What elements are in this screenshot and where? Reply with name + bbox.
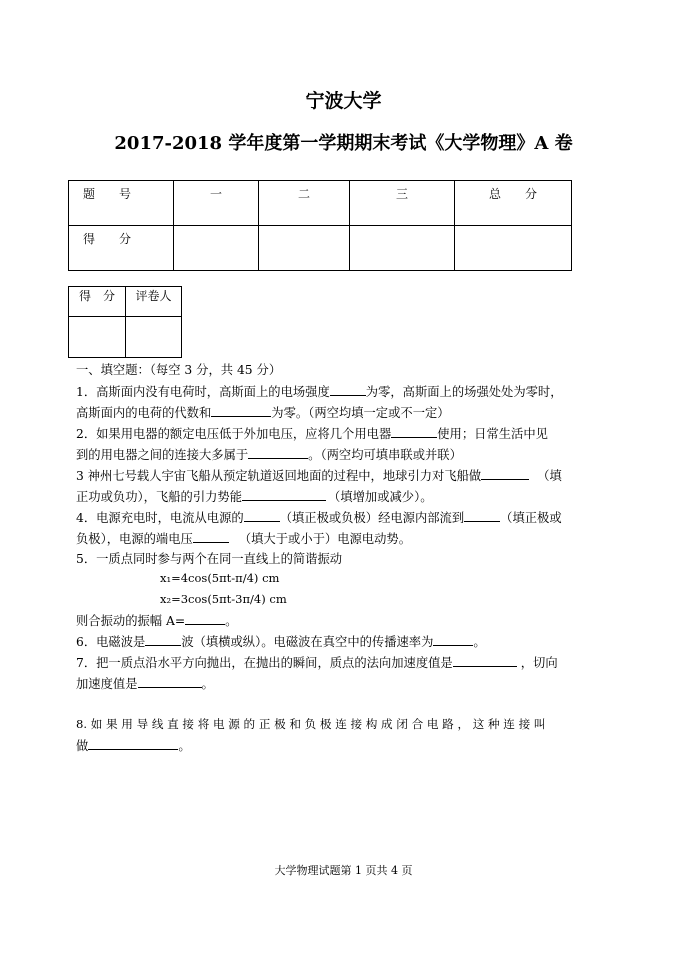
page-footer: 大学物理试题第 1 页共 4 页	[274, 864, 413, 877]
grader-table	[68, 286, 182, 358]
q1-blank-2[interactable]	[211, 404, 271, 417]
score-table-score-row	[69, 226, 572, 271]
q7-blank-2[interactable]	[138, 675, 202, 688]
question-1-line-2: 高斯面内的电荷的代数和 为零。（两空均填一定或不一定）	[76, 406, 450, 420]
score-table-score-label: 得 分	[69, 226, 174, 271]
score-cell-3[interactable]	[350, 226, 455, 271]
score-table-label: 题 号	[69, 181, 174, 226]
q5-blank[interactable]	[185, 612, 225, 625]
q3-blank-2[interactable]	[242, 488, 326, 501]
question-7-line-2: 加速度值是 。	[76, 677, 214, 691]
score-cell-2[interactable]	[259, 226, 350, 271]
formula-x2: x₂=3cos(5πt-3π/4) cm	[160, 592, 287, 606]
q2-blank-1[interactable]	[391, 425, 437, 438]
score-table	[68, 180, 572, 271]
question-4-line-2: 负极），电源的端电压 （填大于或小于）电源电动势。	[76, 532, 411, 546]
q4-blank-1[interactable]	[244, 509, 280, 522]
score-cell-1[interactable]	[174, 226, 259, 271]
q7-blank-1[interactable]	[453, 654, 517, 667]
q8-blank[interactable]	[88, 737, 178, 750]
score-table-col-2: 二	[259, 181, 350, 226]
question-1-line-1: 1．高斯面内没有电荷时，高斯面上的电场强度 为零，高斯面上的场强处处为零时，	[76, 385, 563, 399]
section-heading: 一、填空题：（每空 3 分，共 45 分）	[76, 363, 282, 377]
question-3-line-1: 3 神州七号载人宇宙飞船从预定轨道返回地面的过程中，地球引力对飞船做 （填	[76, 469, 562, 483]
score-table-header-row	[69, 181, 572, 226]
question-8-line-2: 做 。	[76, 739, 191, 753]
question-5-line-2: 则合振动的振幅 A= 。	[76, 614, 238, 628]
grader-score-label: 得 分	[69, 287, 126, 317]
grader-score-cell[interactable]	[69, 317, 126, 358]
formula-x1: x₁=4cos(5πt-π/4) cm	[160, 571, 280, 585]
q1-blank-1[interactable]	[330, 383, 366, 396]
q2-blank-2[interactable]	[248, 446, 308, 459]
q3-blank-1[interactable]	[481, 467, 529, 480]
university-title: 宁波大学	[305, 90, 382, 112]
grader-name-cell[interactable]	[126, 317, 182, 358]
exam-title: 2017-2018 学年度第一学期期末考试《大学物理》A 卷	[114, 133, 573, 154]
question-4-line-1: 4．电源充电时，电流从电源的 （填正极或负极）经电源内部流到 （填正极或	[76, 511, 562, 525]
question-5-line-1: 5．一质点同时参与两个在同一直线上的简谐振动	[76, 552, 343, 566]
question-2-line-2: 到的用电器之间的连接大多属于 。（两空均可填串联或并联）	[76, 448, 462, 462]
question-6: 6．电磁波是 波（填横或纵）。电磁波在真空中的传播速率为 。	[76, 635, 486, 649]
q4-blank-2[interactable]	[464, 509, 500, 522]
q6-blank-1[interactable]	[145, 633, 181, 646]
q6-blank-2[interactable]	[433, 633, 473, 646]
score-cell-total[interactable]	[455, 226, 572, 271]
question-3-line-2: 正功或负功），飞船的引力势能 （填增加或减少）。	[76, 490, 433, 504]
question-8-line-1: 8. 如 果 用 导 线 直 接 将 电 源 的 正 极 和 负 极 连 接 构 成 闭 合 电 路 ， 这 种 连 接 叫	[76, 717, 546, 731]
score-table-col-total: 总 分	[455, 181, 572, 226]
grader-label: 评卷人	[126, 287, 182, 317]
score-table-col-3: 三	[350, 181, 455, 226]
q4-blank-3[interactable]	[193, 530, 229, 543]
question-2-line-1: 2．如果用电器的额定电压低于外加电压，应将几个用电器 使用；日常生活中见	[76, 427, 548, 441]
score-table-col-1: 一	[174, 181, 259, 226]
question-7-line-1: 7．把一质点沿水平方向抛出，在抛出的瞬间，质点的法向加速度值是 ，切向	[76, 656, 558, 670]
